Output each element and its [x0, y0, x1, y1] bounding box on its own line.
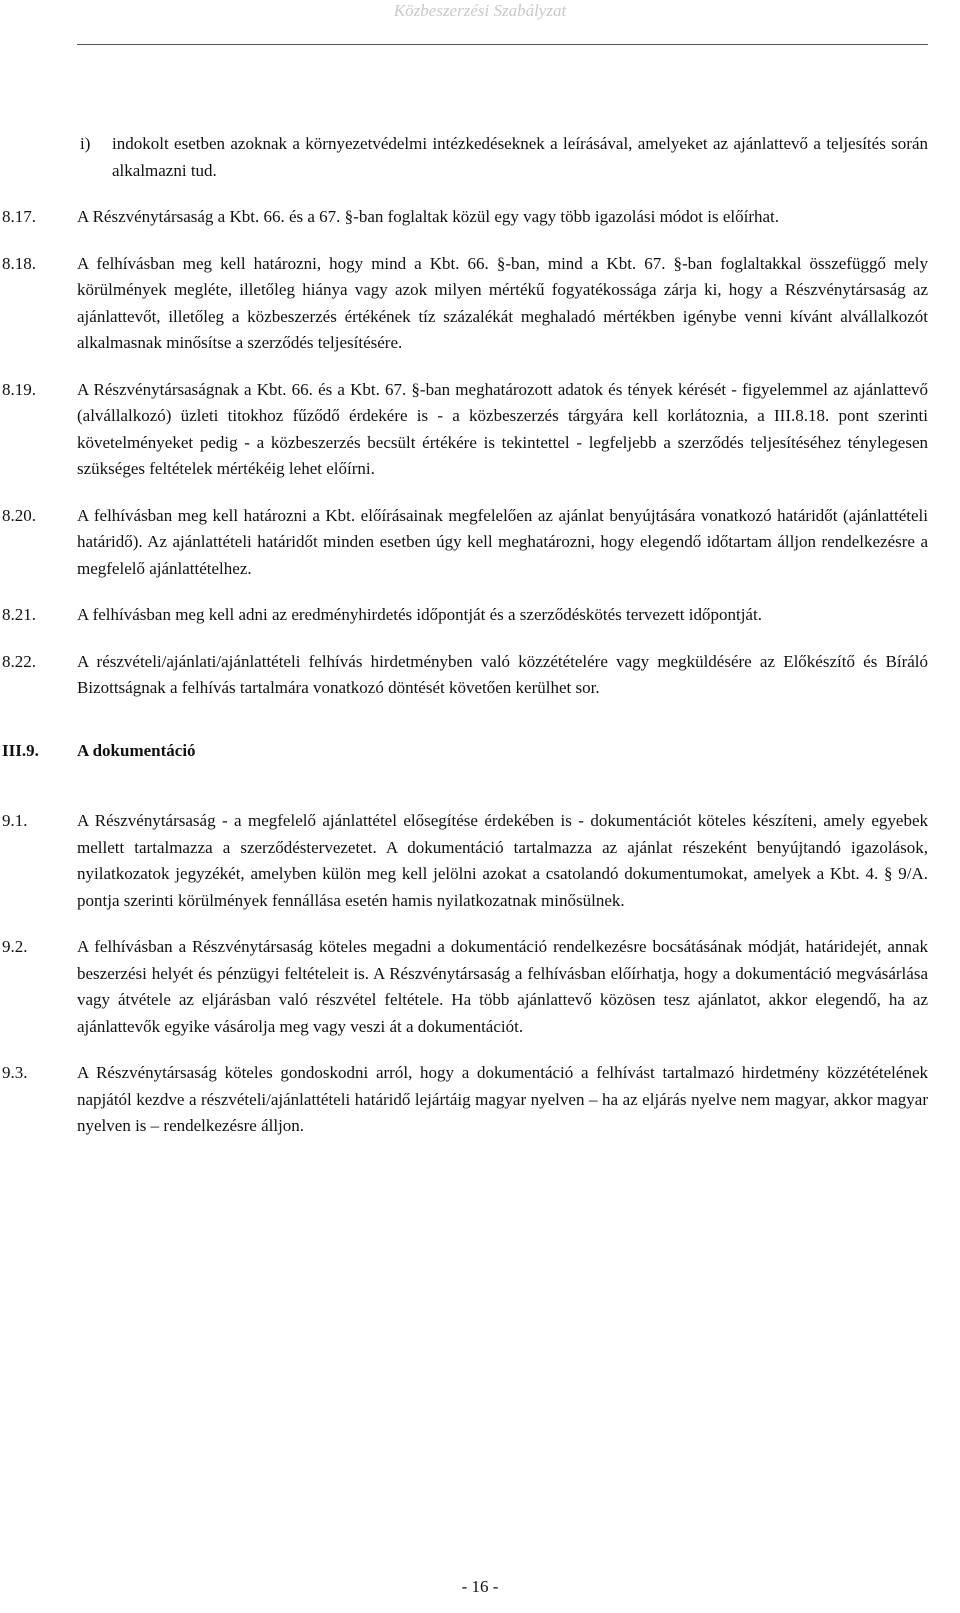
section-number: III.9. — [2, 740, 39, 760]
paragraph-number: 8.21. — [2, 605, 36, 624]
paragraph-8-17 — [0, 204, 960, 231]
paragraph-number: 8.18. — [2, 253, 36, 273]
paragraph-text: A Részvénytársaságnak a Kbt. 66. és a Kbt. 67. §-ban meghatározott adatok és tények kérését - figyelemmel az ajánlattevő (alvállalkozó) üzleti titokhoz fűződő érdekére is - a közbeszerzés tárgyára kell korlátoznia, a III.8.18. pont szerinti követelményeket pedig - a közbeszerzés becsült értékére is tekintettel - legfeljebb a szerződés teljesítéséhez ténylegesen szükséges feltételek mértékéig lehet előírni. — [77, 379, 928, 478]
paragraph-8-20 — [0, 503, 960, 583]
header-rule — [77, 44, 928, 45]
paragraph-text: A felhívásban meg kell határozni, hogy mind a Kbt. 66. §-ban, mind a Kbt. 67. §-ban foglaltakkal összefüggő mely körülmények megléte, illetőleg hiánya vagy azok milyen mértékű fogyatékossága zárja ki, hogy a Részvénytársaság az ajánlattevőt, illetőleg a közbeszerzés értékének tíz százalékát meghaladó mértékben igénybe venni kívánt alvállalkozót alkalmasnak minősítse a szerződés teljesítésére. — [77, 253, 928, 352]
page-body — [0, 131, 960, 1160]
paragraph-number: 8.20. — [2, 505, 36, 525]
paragraph-number: 8.22. — [2, 651, 36, 671]
paragraph-number: 8.19. — [2, 379, 36, 399]
paragraph-9-3 — [0, 1060, 960, 1140]
section-title: A dokumentáció — [77, 740, 196, 760]
list-item — [0, 131, 960, 184]
paragraph-text: A felhívásban meg kell adni az eredményhirdetés időpontját és a szerződéskötés tervezett időpontját. — [77, 605, 762, 624]
paragraph-8-22 — [0, 649, 960, 702]
paragraph-number: 9.2. — [2, 937, 28, 956]
paragraph-text: A Részvénytársaság köteles gondoskodni arról, hogy a dokumentáció a felhívást tartalmazó hirdetmény közzétételének napjától kezdve a részvételi/ajánlattételi határidő lejártáig magyar nyelven – ha az eljárás nyelve nem magyar, akkor magyar nyelven is – rendelkezésre álljon. — [77, 1063, 928, 1135]
paragraph-number: 9.3. — [2, 1063, 28, 1082]
paragraph-8-21 — [0, 602, 960, 629]
paragraph-text: A felhívásban meg kell határozni a Kbt. előírásainak megfelelően az ajánlat benyújtására vonatkozó határidőt (ajánlattételi határidő). Az ajánlattételi határidőt minden esetben úgy kell meghatározni, hogy elegendő időtartam álljon rendelkezésre a megfelelő ajánlattételhez. — [77, 505, 928, 578]
paragraph-9-1 — [0, 808, 960, 914]
section-heading — [0, 738, 960, 765]
paragraph-text: A Részvénytársaság a Kbt. 66. és a 67. §-ban foglaltak közül egy vagy több igazolási módot is előírhat. — [77, 207, 780, 226]
paragraph-text: A felhívásban a Részvénytársaság köteles megadni a dokumentáció rendelkezésre bocsátásának módját, határidejét, annak beszerzési helyét és pénzügyi feltételeit is. A Részvénytársaság a felhívásban előírhatja, hogy a dokumentáció megvásárlása vagy átvétele az eljárásban való részvétel feltétele. Ha több ajánlattevő közösen tesz ajánlatot, akkor elegendő, ha az ajánlattevők egyike vásárolja meg vagy veszi át a dokumentációt. — [77, 937, 928, 1036]
running-header: Közbeszerzési Szabályzat — [393, 1, 567, 20]
item-number: i) — [80, 134, 91, 153]
paragraph-text: A Részvénytársaság - a megfelelő ajánlattétel elősegítése érdekében is - dokumentációt köteles készíteni, amely egyebek mellett tartalmazza a szerződéstervezetet. A dokumentáció tartalmazza az ajánlat részeként benyújtandó igazolások, nyilatkozatok jegyzékét, amelyben külön meg kell jelölni azokat a csatolandó dokumentumokat, amelyek a Kbt. 4. § 9/A. pontja szerinti körülmények fennállása esetén hamis nyilatkozatnak minősülnek. — [77, 811, 928, 910]
paragraph-number: 9.1. — [2, 811, 28, 830]
paragraph-number: 8.17. — [2, 207, 36, 226]
paragraph-9-2 — [0, 934, 960, 1040]
paragraph-text: A részvételi/ajánlati/ajánlattételi felhívás hirdetményben való közzétételére vagy megküldésére az Előkészítő és Bíráló Bizottságnak a felhívás tartalmára vonatkozó döntését követően kerülhet sor. — [77, 651, 928, 697]
page-number: - 16 - — [461, 1577, 499, 1596]
item-text: indokolt esetben azoknak a környezetvédelmi intézkedéseknek a leírásával, amelyeket az ajánlattevő a teljesítés során alkalmazni tud. — [112, 134, 928, 180]
paragraph-8-18 — [0, 251, 960, 357]
paragraph-8-19 — [0, 377, 960, 483]
